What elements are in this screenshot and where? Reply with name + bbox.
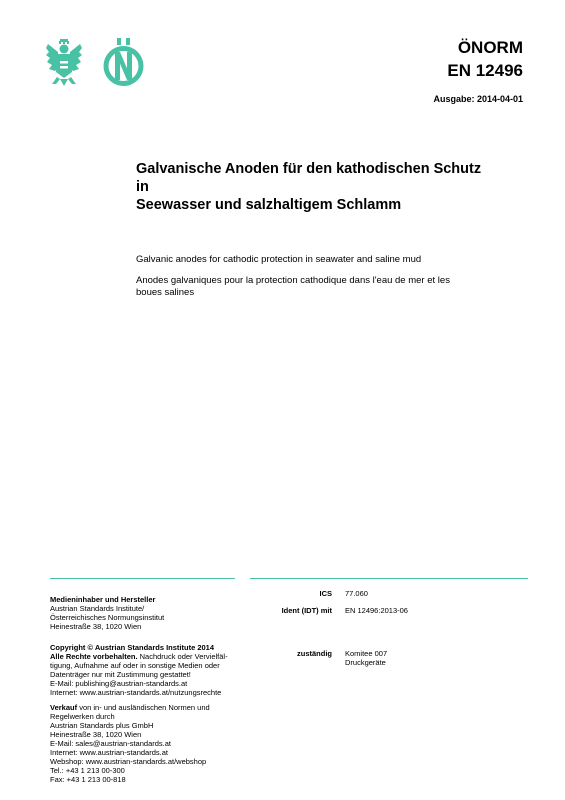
sales-tel: Tel.: +43 1 213 00-300 [50,766,125,775]
responsible-value [345,649,387,667]
sales-internet: Internet: www.austrian-standards.at [50,748,168,757]
title-line: boues salines [136,287,195,298]
ics-label: ICS [319,589,332,598]
ident-value: EN 12496:2013-06 [345,606,408,615]
publisher-line: Österreichisches Normungsinstitut [50,613,165,622]
sales-line: Heinestraße 38, 1020 Wien [50,730,142,739]
copyright-heading: Copyright © Austrian Standards Institute 2014 [50,643,215,652]
document-title-de [136,160,496,214]
ident-label: Ident (IDT) mit [281,606,332,615]
sales-fax: Fax: +43 1 213 00-818 [50,775,126,784]
sales-block [50,703,245,784]
sales-heading-text: von in- und ausländischen Normen und [77,703,210,712]
imprint-column [50,589,245,784]
publisher-line: Austrian Standards Institute/ [50,604,145,613]
publisher-heading: Medieninhaber und Hersteller [50,595,156,604]
copyright-line: Datenträger nur mit Zustimmung gestattet! [50,670,191,679]
copyright-line [50,652,245,661]
left-divider [50,578,235,579]
rights-reserved: Alle Rechte vorbehalten. [50,652,138,661]
sales-heading-bold: Verkauf [50,703,78,712]
copyright-line: tigung, Aufnahme auf oder in sonstige Medien oder [50,661,220,670]
standard-designation [447,36,523,82]
ics-value: 77.060 [345,589,368,598]
sales-email: E-Mail: sales@austrian-standards.at [50,739,171,748]
document-title-fr [136,275,466,299]
right-divider [250,578,528,579]
committee: Komitee 007 [345,649,388,658]
responsible-label: zuständig [297,649,332,658]
title-line: Anodes galvaniques pour la protection cathodique dans l'eau de mer et les [136,275,450,286]
on-logo-icon [104,38,144,86]
copyright-block [50,643,245,697]
publisher-line: Heinestraße 38, 1020 Wien [50,622,142,631]
sales-line: Austrian Standards plus GmbH [50,721,154,730]
sales-line: Regelwerken durch [50,712,115,721]
edition-date: Ausgabe: 2014-04-01 [433,94,523,104]
title-line: Galvanische Anoden für den kathodischen Schutz in [136,161,482,195]
sales-webshop: Webshop: www.austrian-standards.at/webshop [50,757,207,766]
logo-group [46,38,158,88]
rights-text: Nachdruck oder Vervielfäl- [137,652,228,661]
copyright-internet: Internet: www.austrian-standards.at/nutzungsrechte [50,688,222,697]
document-title-en: Galvanic anodes for cathodic protection in seawater and saline mud [136,254,422,265]
committee-topic: Druckgeräte [345,658,386,667]
sales-heading [50,703,245,712]
standard-prefix: ÖNORM [457,38,523,57]
copyright-email: E-Mail: publishing@austrian-standards.at [50,679,188,688]
standard-number: EN 12496 [447,61,523,80]
title-line: Seewasser und salzhaltigem Schlamm [136,197,402,213]
